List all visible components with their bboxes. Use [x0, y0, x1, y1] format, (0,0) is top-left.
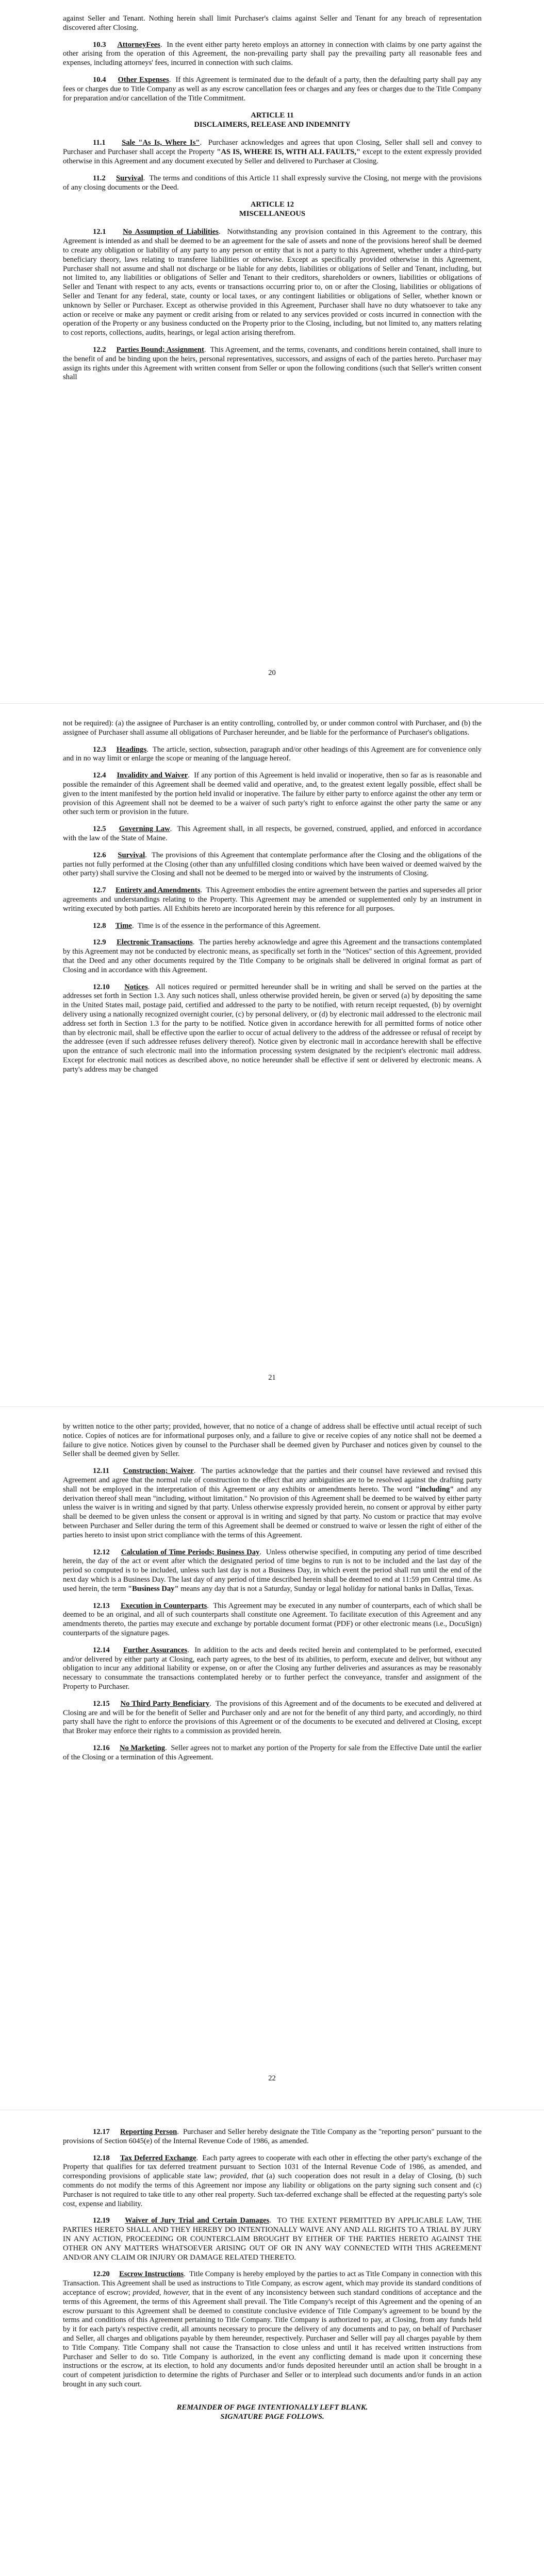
section-10-3: 10.3 AttorneyFees. In the event either party hereto employs an attorney in connection with claims by one party against the other arising from the operation of this Agreement, the non-prevailing party shall pay the prevailing party all reasonable fees and expenses, including attorneys' fees, incurred in connection with such claims. [63, 40, 482, 67]
page-number: 22 [268, 2074, 276, 2082]
article-subtitle: MISCELLANEOUS [239, 210, 306, 218]
section-body: TO THE EXTENT PERMITTED BY APPLICABLE LAW, THE PARTIES HERETO SHALL AND THEY HEREBY DO INTENTIONALLY WAIVE ANY AND ALL RIGHTS TO A TRIAL BY JURY IN ANY ACTION, PROCEEDING OR COUNTERCLAIM BROUGHT BY EITHER OF THE PARTIES HERETO AGAINST THE OTHER ON ANY MATTERS WHATSOEVER ARISING OUT OF OR IN ANY WAY CONNECTED WITH THIS AGREEMENT AND/OR ANY CLAIM OR INJURY OR DAMAGE RELATED THERETO. [63, 2216, 482, 2262]
section-number: 10.4 [93, 75, 106, 84]
section-12-12: 12.12 Calculation of Time Periods; Business Day. Unless otherwise specified, in computing any period of time described herein, the day of the act or event after which the designated period of time begins to run is not to be included and the last day of the period so computed is to be included, unless such last day is not a Business Day, in which event the period shall run until the end of the next day which is a Business Day. The last day of any period of time described herein shall be deemed to end at 11:59 pm Central time. As used herein, the term "Business Day" means any day that is not a Saturday, Sunday or legal holiday for national banks in Dallas, Texas. [63, 1548, 482, 1593]
section-12-8: 12.8 Time. Time is of the essence in the performance of this Agreement. [93, 921, 321, 930]
section-body: This Agreement may be executed in any number of counterparts, each of which shall be deemed to be an original, and all of such counterparts shall constitute one Agreement. To facilitate execution of this Agreement and any amendments thereto, the parties may execute and exchange by portable document format (PDF) or other electronic means (i.e., DocuSign) counterparts of the signature pages. [63, 1601, 482, 1637]
section-title: Tax Deferred Exchange [120, 2154, 196, 2162]
paragraph-continued: not be required): (a) the assignee of Purchaser is an entity controlling, controlled by, or under common control with Purchaser, and (b) the assignee of Purchaser shall assume all obligations of Purchaser hereunder, and be liable for the performance of Purchaser's obligations. [63, 719, 482, 737]
section-body-cont: that in the event of any inconsistency between such standard conditions of acceptance and the terms of this Agreement, the terms of this Agreement shall prevail. The Title Company's receipt of this Agreement and the opening of an escrow pursuant to this Agreement shall be deemed to constitute conclusive evidence of Title Company's agreement to be bound by the terms and conditions of this Agreement pertaining to Title Company. Title Company is authorized to pay, at Closing, from any funds held by it for each party's respective credit, all amounts necessary to procure the delivery of any documents and to pay, on behalf of Purchaser and Seller, all charges and obligations payable by them hereunder, respectively. Purchaser and Seller will pay all charges payable by them to Title Company. Title Company shall not cause the Transaction to close unless and until it has received written instructions from Purchaser and Seller to do so. Title Company is authorized, in the event any conflicting demand is made upon it concerning these instructions or the escrow, at its election, to hold any documents and/or funds deposited hereunder until an action shall be brought in a court of competent jurisdiction to determine the rights of Purchaser and Seller or to interplead such documents and/or funds in an action brought in any such court. [63, 2288, 482, 2388]
section-title: Reporting Person [120, 2128, 177, 2136]
end-of-page-notice [63, 2403, 482, 2421]
section-body: Seller agrees not to market any portion of the Property for sale from the Effective Date until the earlier of the Closing or a termination of this Agreement. [63, 1743, 482, 1761]
section-body: All notices required or permitted hereunder shall be in writing and shall be served on the parties at the addresses set forth in Section 1.3. Any such notices shall, unless otherwise provided herein, be given or served (a) by depositing the same in the United States mail, postage paid, certified and addressed to the party to be notified, with return receipt requested, (b) by overnight delivery using a nationally recognized overnight courier, (c) by personal delivery, or (d) by electronic mail addressed to the electronic mail address set forth in Section 1.3 for the party to be notified. Notice given in accordance herewith for all permitted forms of notice other than by electronic mail, shall be effective upon the earlier to occur of actual delivery to the address of the addressee or refusal of receipt by the addressee (even if such addressee refuses delivery thereof). Notice given by electronic mail in accordance herewith shall be effective upon the entrance of such electronic mail into the information processing system designated by the recipient's electronic mail address. Except for electronic mail notices as described above, no notice hereunder shall be effective if sent or delivered by electronic means. A party's address may be changed [63, 982, 482, 1074]
section-12-6: 12.6 Survival. The provisions of this Agreement that contemplate performance after the Closing and the obligations of the parties not fully performed at the Closing (other than any unfulfilled closing conditions which have been waived or deemed waived by the other party) shall survive the Closing and shall not be deemed to be merged into or waived by the instruments of Closing. [63, 851, 482, 878]
section-12-20: 12.20 Escrow Instructions. Title Company is hereby employed by the parties to act as Title Company in connection with this Transaction. This Agreement shall be used as instructions to Title Company, as escrow agent, which may provide its standard conditions of acceptance of escrow; provided, however, that in the event of any inconsistency between such standard conditions of acceptance and the terms of this Agreement, the terms of this Agreement shall prevail. The Title Company's receipt of this Agreement and the opening of an escrow pursuant to this Agreement shall be deemed to constitute conclusive evidence of Title Company's agreement to be bound by the terms and conditions of this Agreement pertaining to Title Company. Title Company is authorized to pay, at Closing, from any funds held by it for each party's respective credit, all amounts necessary to procure the delivery of any documents and to pay, on behalf of Purchaser and Seller, all charges and obligations payable by them hereunder, respectively. Purchaser and Seller will pay all charges payable by them to Title Company. Title Company shall not cause the Transaction to close unless and until it has received written instructions from Purchaser and Seller to do so. Title Company is authorized, in the event any conflicting demand is made upon it concerning these instructions or the escrow, at its election, to hold any documents and/or funds deposited hereunder until an action shall be brought in a court of competent jurisdiction to determine the rights of Purchaser and Seller or to interplead such documents and/or funds in an action brought in any such court. [63, 2270, 482, 2388]
section-body: Notwithstanding any provision contained in this Agreement to the contrary, this Agreement is intended as and shall be deemed to be an agreement for the sale of assets and none of the provisions hereof shall be deemed to create any obligation or liability of any party to any person or entity that is not a party to this Agreement, whether under a third-party beneficiary theory, laws relating to transferee liabilities or otherwise. Except as specifically provided otherwise in this Agreement, Purchaser shall not assume and shall not discharge or be liable for any debts, liabilities or obligations of Seller and Tenant, including, but not limited to, any liabilities or obligations of Seller and Tenant to their creditors, shareholders or owners, liabilities or obligations of Seller and Tenant with respect to any acts, events or transactions occurring prior to, on or after the Closing, liabilities or obligations of Seller and Tenant for any federal, state, county or local taxes, or any contingent liabilities or obligations of Seller, whether known or unknown by Seller or Purchaser. Except as otherwise provided in this Agreement, Purchaser shall have no duty whatsoever to take any action or receive or make any payment or credit arising from or related to any services provided or costs incurred in connection with the operation of the Property or any business conducted on the Property prior to the Closing, including, but not limited to, any matters relating to cost reports, collections, audits, hearings, or legal action arising therefrom. [63, 228, 482, 337]
section-12-3: 12.3 Headings. The article, section, subsection, paragraph and/or other headings of this Agreement are for convenience only and in no way limit or enlarge the scope or meaning of the language hereof. [63, 745, 482, 763]
section-title: Time [115, 921, 132, 930]
section-body: Purchaser and Seller hereby designate the Title Company as the "reporting person" pursuant to the provisions of Section 6045(e) of the Internal Revenue Code of 1986, as amended. [63, 2128, 482, 2145]
paragraph-continued: by written notice to the other party; provided, however, that no notice of a change of address shall be effective until actual receipt of such notice. Copies of notices are for informational purposes only, and a failure to give or receive copies of any notice shall not be deemed a failure to give notice. Notices given by counsel to the Purchaser shall be deemed given by Purchaser and notices given by counsel to the Seller shall be deemed given by Seller. [63, 1422, 482, 1459]
section-body-cont: (a) such cooperation does not result in a delay of Closing, (b) such comments do not modify the terms of this Agreement nor impose any liability or obligations on the party signing such consent and (c) Purchaser is not required to take title to any other real property. Such tax-deferred exchange shall be effected at the requesting party's sole cost, expense and liability. [63, 2172, 482, 2208]
section-12-5: 12.5 Governing Law. This Agreement shall, in all respects, be governed, construed, applied, and enforced in accordance with the law of the State of Maine. [63, 825, 482, 842]
article-title: ARTICLE 12 [250, 200, 294, 209]
page-20 [0, 0, 544, 703]
section-12-9: 12.9 Electronic Transactions. The parties hereby acknowledge and agree this Agreement and the transactions contemplated by this Agreement may not be conducted by electronic means, as specifically set forth in the "Notices" section of this Agreement, provided that the Deed and any other documents required by the Title Company to be originals shall be delivered in original format as part of Closing and in accordance with this Agreement. [63, 938, 482, 974]
section-number: 12.2 [93, 345, 106, 354]
section-title: Construction; Waiver [123, 1467, 194, 1476]
section-body: The article, section, subsection, paragraph and/or other headings of this Agreement are for convenience only and in no way limit or enlarge the scope or meaning of the language hereof. [63, 745, 482, 763]
paragraph-continued: against Seller and Tenant. Nothing herein shall limit Purchaser's claims against Seller and Tenant for any breach of representation discovered after Closing. [63, 14, 482, 32]
section-title: Other Expenses [118, 75, 169, 84]
section-number: 11.2 [93, 174, 106, 182]
section-title: No Marketing [119, 1743, 166, 1752]
section-12-15: 12.15 No Third Party Beneficiary. The provisions of this Agreement and of the documents to be executed and delivered at Closing are and will be for the benefit of Seller and Purchaser only and are not for the benefit of any third party, and accordingly, no third party shall have the right to enforce the provisions of this Agreement or of the documents to be executed and delivered at Closing, except that Broker may enforce their rights to a commission as provided herein. [63, 1699, 482, 1736]
section-number: 12.20 [93, 2270, 110, 2279]
section-number: 12.1 [93, 228, 106, 236]
section-number: 12.15 [93, 1699, 110, 1708]
section-number: 12.19 [93, 2216, 110, 2225]
section-title: No Assumption of Liabilities [123, 228, 219, 236]
section-12-16: 12.16 No Marketing. Seller agrees not to market any portion of the Property for sale from the Effective Date until the earlier of the Closing or a termination of this Agreement. [63, 1743, 482, 1761]
section-title: Survival [116, 174, 143, 182]
signature-follows-line: SIGNATURE PAGE FOLLOWS. [220, 2412, 324, 2421]
section-title: Notices [124, 982, 148, 991]
section-body: Time is of the essence in the performance of this Agreement. [137, 921, 321, 930]
section-title: Parties Bound; Assignment [116, 345, 204, 354]
section-title: Invalidity and Waiver [117, 771, 188, 780]
page-number: 21 [268, 1374, 276, 1382]
section-12-18: 12.18 Tax Deferred Exchange. Each party agrees to cooperate with each other in effecting the other party's exchange of the Property that qualifies for tax deferred treatment pursuant to Section 1031 of the Internal Revenue Code of 1986, as amended, and corresponding provisions of applicable state law; provided, that (a) such cooperation does not result in a delay of Closing, (b) such comments do not modify the terms of this Agreement nor impose any liability or obligations on the party signing such consent and (c) Purchaser is not required to take title to any other real property. Such tax-deferred exchange shall be effected at the requesting party's sole cost, expense and liability. [63, 2154, 482, 2208]
section-number: 12.18 [93, 2154, 110, 2162]
section-number: 12.10 [93, 982, 110, 991]
article-subtitle: DISCLAIMERS, RELEASE AND INDEMNITY [194, 121, 351, 129]
section-title-tail: Fees [146, 40, 160, 49]
section-number: 12.6 [93, 851, 106, 859]
section-title: Waiver of Jury Trial and Certain Damages [125, 2216, 270, 2225]
section-body: This Agreement embodies the entire agreement between the parties and supersedes all prior agreements and understandings relating to the Property. This Agreement may be amended or supplemented only by an instrument in writing executed by both parties. All Exhibits hereto are incorporated herein by this reference for all purposes. [63, 886, 482, 913]
section-number: 10.3 [93, 40, 106, 49]
section-number: 12.17 [93, 2128, 110, 2136]
page-number: 20 [268, 669, 276, 677]
section-11-2: 11.2 Survival. The terms and conditions of this Article 11 shall expressly survive the Closing, not merge with the provisions of any closing documents or the Deed. [63, 174, 482, 192]
section-number: 12.7 [93, 886, 106, 895]
page-22 [0, 1407, 544, 2110]
section-number: 11.1 [93, 139, 106, 147]
page-21 [0, 704, 544, 1406]
section-number: 12.14 [93, 1646, 110, 1654]
section-number: 12.4 [93, 771, 106, 780]
section-body-cont: and any derivation thereof shall mean "including, without limitation." No provision of this Agreement shall be deemed to be waived by either party unless the waiver is in writing and signed by that party. Unless otherwise expressly provided herein, no consent or approval by either party shall be deemed to be given unless the consent or approval is in writing and signed by that party. No custom or practice that may evolve between Purchaser and Seller during the term of this Agreement shall be deemed or construed to waive or lessen the right of either of the parties hereto to insist upon strict compliance with the terms of this Agreement. [63, 1485, 482, 1539]
section-number: 12.8 [93, 921, 106, 930]
section-body: This Agreement, and the terms, covenants, and conditions herein contained, shall inure to the benefit of and be binding upon the heirs, personal representatives, successors, and assigns of each of the parties hereto. Purchaser may assign its rights under this Agreement with written consent from Seller or upon the following conditions (such that Seller's written consent shall [63, 345, 482, 382]
section-body: This Agreement shall, in all respects, be governed, construed, applied, and enforced in accordance with the law of the State of Maine. [63, 825, 482, 842]
section-body: If any portion of this Agreement is held invalid or inoperative, then so far as is reasonable and possible the remainder of this Agreement shall be deemed valid and operative, and, to the greatest extent legally possible, effect shall be given to the intent manifested by the portion held invalid or inoperative. The failure by either party to enforce against the other any term or provision of this Agreement shall not be deemed to be a waiver of such party's right to enforce against the other party the same or any other such term or provision in the future. [63, 771, 482, 817]
section-body: If this Agreement is terminated due to the default of a party, then the defaulting party shall pay any fees or charges due to Title Company as well as any escrow cancellation fees or charges and any fees or charges due to the Title Company for preparation and/or cancellation of the Title Commitment. [63, 75, 482, 103]
section-body: Title Company is hereby employed by the parties to act as Title Company in connection with this Transaction. This Agreement shall be used as instructions to Title Company, as escrow agent, which may provide its standard conditions of acceptance of escrow; [63, 2270, 482, 2297]
section-12-14: 12.14 Further Assurances. In addition to the acts and deeds recited herein and contemplated to be performed, executed and/or delivered by either party at Closing, each party agrees, to the best of its abilities, to perform, execute and deliver, but without any obligation to incur any additional liability or expense, on or after the Closing any further deliveries and assurances as may be reasonably necessary to consummate the transactions contemplated hereby or to further perfect the conveyance, transfer and assignment of the Property to Purchaser. [63, 1646, 482, 1691]
section-number: 12.9 [93, 938, 106, 947]
section-title: Governing Law [119, 825, 170, 834]
section-title: Electronic Transactions [117, 938, 193, 947]
section-title: Headings [116, 745, 147, 754]
section-12-2: 12.2 Parties Bound; Assignment. This Agreement, and the terms, covenants, and conditions herein contained, shall inure to the benefit of and be binding upon the heirs, personal representatives, successors, and assigns of each of the parties hereto. Purchaser may assign its rights under this Agreement with written consent from Seller or upon the following conditions (such that Seller's written consent shall [63, 345, 482, 382]
section-body: In addition to the acts and deeds recited herein and contemplated to be performed, executed and/or delivered by either party at Closing, each party agrees, to the best of its abilities, to perform, execute and deliver, but without any obligation to incur any additional liability or expense, on or after the Closing any further deliveries and assurances as may be reasonably necessary to consummate the transactions contemplated hereby or to further perfect the conveyance, transfer and assignment of the Property to Purchaser. [63, 1646, 482, 1691]
section-12-19: 12.19 Waiver of Jury Trial and Certain Damages. TO THE EXTENT PERMITTED BY APPLICABLE LAW, THE PARTIES HERETO SHALL AND THEY HEREBY DO INTENTIONALLY WAIVE ANY AND ALL RIGHTS TO A TRIAL BY JURY IN ANY ACTION, PROCEEDING OR COUNTERCLAIM BROUGHT BY EITHER OF THE PARTIES HERETO AGAINST THE OTHER ON ANY MATTERS WHATSOEVER ARISING OUT OF OR IN ANY WAY CONNECTED WITH THIS AGREEMENT AND/OR ANY CLAIM OR INJURY OR DAMAGE RELATED THERETO. [63, 2216, 482, 2262]
section-title: Survival [118, 851, 145, 859]
section-10-4: 10.4 Other Expenses. If this Agreement is terminated due to the default of a party, then the defaulting party shall pay any fees or charges due to Title Company as well as any escrow cancellation fees or charges and any fees or charges due to the Title Company for preparation and/or cancellation of the Title Commitment. [63, 75, 482, 103]
section-body: The provisions of this Agreement that contemplate performance after the Closing and the obligations of the parties not fully performed at the Closing (other than any unfulfilled closing conditions which have been waived or deemed waived by the other party) shall survive the Closing and shall not be deemed to be merged into or waived by the instruments of Closing. [63, 851, 482, 878]
defined-term: "Business Day" [128, 1584, 179, 1593]
section-body: Purchaser acknowledges and agrees that upon Closing, Seller shall sell and convey to Purchaser and Purchaser shall accept the Property [63, 139, 482, 157]
remainder-blank-line: REMAINDER OF PAGE INTENTIONALLY LEFT BLANK. [176, 2403, 368, 2412]
section-body: In the event either party hereto employs an attorney in connection with claims by one party against the other arising from the operation of this Agreement, the non-prevailing party shall pay the prevailing party all reasonable fees and expenses, including attorneys' fees, incurred in connection with such claims. [63, 40, 482, 67]
section-title: Sale "As Is, Where Is" [122, 139, 200, 147]
section-title: Calculation of Time Periods; Business Day [121, 1548, 260, 1556]
section-title: Attorney [117, 40, 146, 49]
as-is-clause: "AS IS, WHERE IS, WITH ALL FAULTS," [217, 148, 361, 157]
article-title: ARTICLE 11 [251, 111, 294, 120]
section-12-1: 12.1 No Assumption of Liabilities. Notwithstanding any provision contained in this Agreement to the contrary, this Agreement is intended as and shall be deemed to be an agreement for the sale of assets and none of the provisions hereof shall be deemed to create any obligation or liability of any party to any person or entity that is not a party to this Agreement, whether under a third-party beneficiary theory, laws relating to transferee liabilities or otherwise. Except as specifically provided otherwise in this Agreement, Purchaser shall not assume and shall not discharge or be liable for any debts, liabilities or obligations of Seller and Tenant, including, but not limited to, any liabilities or obligations of Seller and Tenant to their creditors, shareholders or owners, liabilities or obligations of Seller and Tenant with respect to any acts, events or transactions occurring prior to, on or after the Closing, liabilities or obligations of Seller and Tenant for any federal, state, county or local taxes, or any contingent liabilities or obligations of Seller, whether known or unknown by Seller or Purchaser. Except as otherwise provided in this Agreement, Purchaser shall have no duty whatsoever to take any action or receive or make any payment or credit arising from or related to any services provided or costs incurred in connection with the operation of the Property or any business conducted on the Property prior to the Closing, including, but not limited to, any matters relating to cost reports, collections, audits, hearings, or legal action arising therefrom. [63, 228, 482, 337]
section-12-10: 12.10 Notices. All notices required or permitted hereunder shall be in writing and shall be served on the parties at the addresses set forth in Section 1.3. Any such notices shall, unless otherwise provided herein, be given or served (a) by depositing the same in the United States mail, postage paid, certified and addressed to the party to be notified, with return receipt requested, (b) by overnight delivery using a nationally recognized overnight courier, (c) by personal delivery, or (d) by electronic mail addressed to the electronic mail address set forth in Section 1.3 for the party to be notified. Notice given in accordance herewith for all permitted forms of notice other than by electronic mail, shall be effective upon the earlier to occur of actual delivery to the address of the addressee or refusal of receipt by the addressee (even if such addressee refuses delivery thereof). Notice given by electronic mail in accordance herewith shall be effective upon the entrance of such electronic mail into the information processing system designated by the recipient's electronic mail address. Except for electronic mail notices as described above, no notice hereunder shall be effective if sent or delivered by electronic means. A party's address may be changed [63, 982, 482, 1074]
section-body-cont: means any day that is not a Saturday, Sunday or legal holiday for national banks in Dallas, Texas. [180, 1584, 474, 1593]
section-body: The terms and conditions of this Article 11 shall expressly survive the Closing, not merge with the provisions of any closing documents or the Deed. [63, 174, 482, 192]
section-12-13: 12.13 Execution in Counterparts. This Agreement may be executed in any number of counterparts, each of which shall be deemed to be an original, and all of such counterparts shall constitute one Agreement. To facilitate execution of this Agreement and any amendments thereto, the parties may execute and exchange by portable document format (PDF) or other electronic means (i.e., DocuSign) counterparts of the signature pages. [63, 1601, 482, 1637]
section-12-11: 12.11 Construction; Waiver. The parties acknowledge that the parties and their counsel have reviewed and revised this Agreement and agree that the normal rule of construction to the effect that any ambiguities are to be resolved against the drafting party shall not be employed in the interpretation of this Agreement or any exhibits or amendments hereto. The word "including" and any derivation thereof shall mean "including, without limitation." No provision of this Agreement shall be deemed to be waived by either party unless the waiver is in writing and signed by that party. Unless otherwise expressly provided herein, no consent or approval by either party shall be deemed to be given unless the consent or approval is in writing and signed by that party. No custom or practice that may evolve between Purchaser and Seller during the term of this Agreement shall be deemed or construed to waive or lessen the right of either of the parties hereto to insist upon strict compliance with the terms of this Agreement. [63, 1467, 482, 1539]
section-12-4: 12.4 Invalidity and Waiver. If any portion of this Agreement is held invalid or inoperative, then so far as is reasonable and possible the remainder of this Agreement shall be deemed valid and operative, and, to the greatest extent legally possible, effect shall be given to the intent manifested by the portion held invalid or inoperative. The failure by either party to enforce against the other any term or provision of this Agreement shall not be deemed to be a waiver of such party's right to enforce against the other party the same or any other such term or provision in the future. [63, 771, 482, 817]
section-number: 12.12 [93, 1548, 110, 1556]
section-12-7: 12.7 Entirety and Amendments. This Agreement embodies the entire agreement between the parties and supersedes all prior agreements and understandings relating to the Property. This Agreement may be amended or supplemented only by an instrument in writing executed by both parties. All Exhibits hereto are incorporated herein by this reference for all purposes. [63, 886, 482, 913]
section-body: Each party agrees to cooperate with each other in effecting the other party's exchange of the Property that qualifies for tax deferred treatment pursuant to Section 1031 of the Internal Revenue Code of 1986, as amended, and corresponding provisions of applicable state law; [63, 2154, 482, 2181]
section-body: The provisions of this Agreement and of the documents to be executed and delivered at Closing are and will be for the benefit of Seller and Purchaser only and are not for the benefit of any third party, and accordingly, no third party shall have the right to enforce the provisions of this Agreement or of the documents to be executed and delivered at Closing, except that Broker may enforce their rights to a commission as provided herein. [63, 1699, 482, 1736]
article-11-heading [63, 111, 482, 129]
defined-term: "including" [415, 1485, 454, 1494]
section-body-cont: except to the extent expressly provided otherwise in this Agreement and any document executed by Seller and delivered to Purchaser at Closing. [63, 148, 482, 165]
section-number: 12.16 [93, 1743, 110, 1752]
proviso: provided, that [220, 2172, 263, 2181]
section-body: The parties hereby acknowledge and agree this Agreement and the transactions contemplated by this Agreement may not be conducted by electronic means, as specifically set forth in the "Notices" section of this Agreement, provided that the Deed and any other documents required by the Title Company to be originals shall be delivered in original format as part of Closing and in accordance with this Agreement. [63, 938, 482, 974]
section-number: 12.13 [93, 1601, 110, 1610]
proviso: provided, however, [133, 2288, 190, 2297]
section-title: Execution in Counterparts [120, 1601, 207, 1610]
section-number: 12.5 [93, 825, 106, 834]
section-body: The parties acknowledge that the parties and their counsel have reviewed and revised this Agreement and agree that the normal rule of construction to the effect that any ambiguities are to be resolved against the drafting party shall not be employed in the interpretation of this Agreement or any exhibits or amendments hereto. The word [63, 1467, 482, 1494]
section-title: Entirety and Amendments [115, 886, 201, 895]
section-title: Escrow Instructions [119, 2270, 184, 2279]
section-number: 12.11 [93, 1467, 110, 1476]
section-title: Further Assurances [123, 1646, 188, 1654]
section-11-1: 11.1 Sale "As Is, Where Is". Purchaser acknowledges and agrees that upon Closing, Seller shall sell and convey to Purchaser and Purchaser shall accept the Property "AS IS, WHERE IS, WITH ALL FAULTS," except to the extent expressly provided otherwise in this Agreement and any document executed by Seller and delivered to Purchaser at Closing. [63, 139, 482, 165]
section-number: 12.3 [93, 745, 106, 754]
section-title: No Third Party Beneficiary [120, 1699, 210, 1708]
article-12-heading [63, 200, 482, 218]
section-12-17: 12.17 Reporting Person. Purchaser and Seller hereby designate the Title Company as the "reporting person" pursuant to the provisions of Section 6045(e) of the Internal Revenue Code of 1986, as amended. [63, 2128, 482, 2145]
section-body: Unless otherwise specified, in computing any period of time described herein, the day of the act or event after which the designated period of time begins to run is not to be included and the last day of the period so computed is to be included, unless such last day is not a Business Day, in which event the period shall run until the end of the next day which is a Business Day. The last day of any period of time described herein shall be deemed to end at 11:59 pm Central time. As used herein, the term [63, 1548, 482, 1593]
page-23 [0, 2110, 544, 2576]
